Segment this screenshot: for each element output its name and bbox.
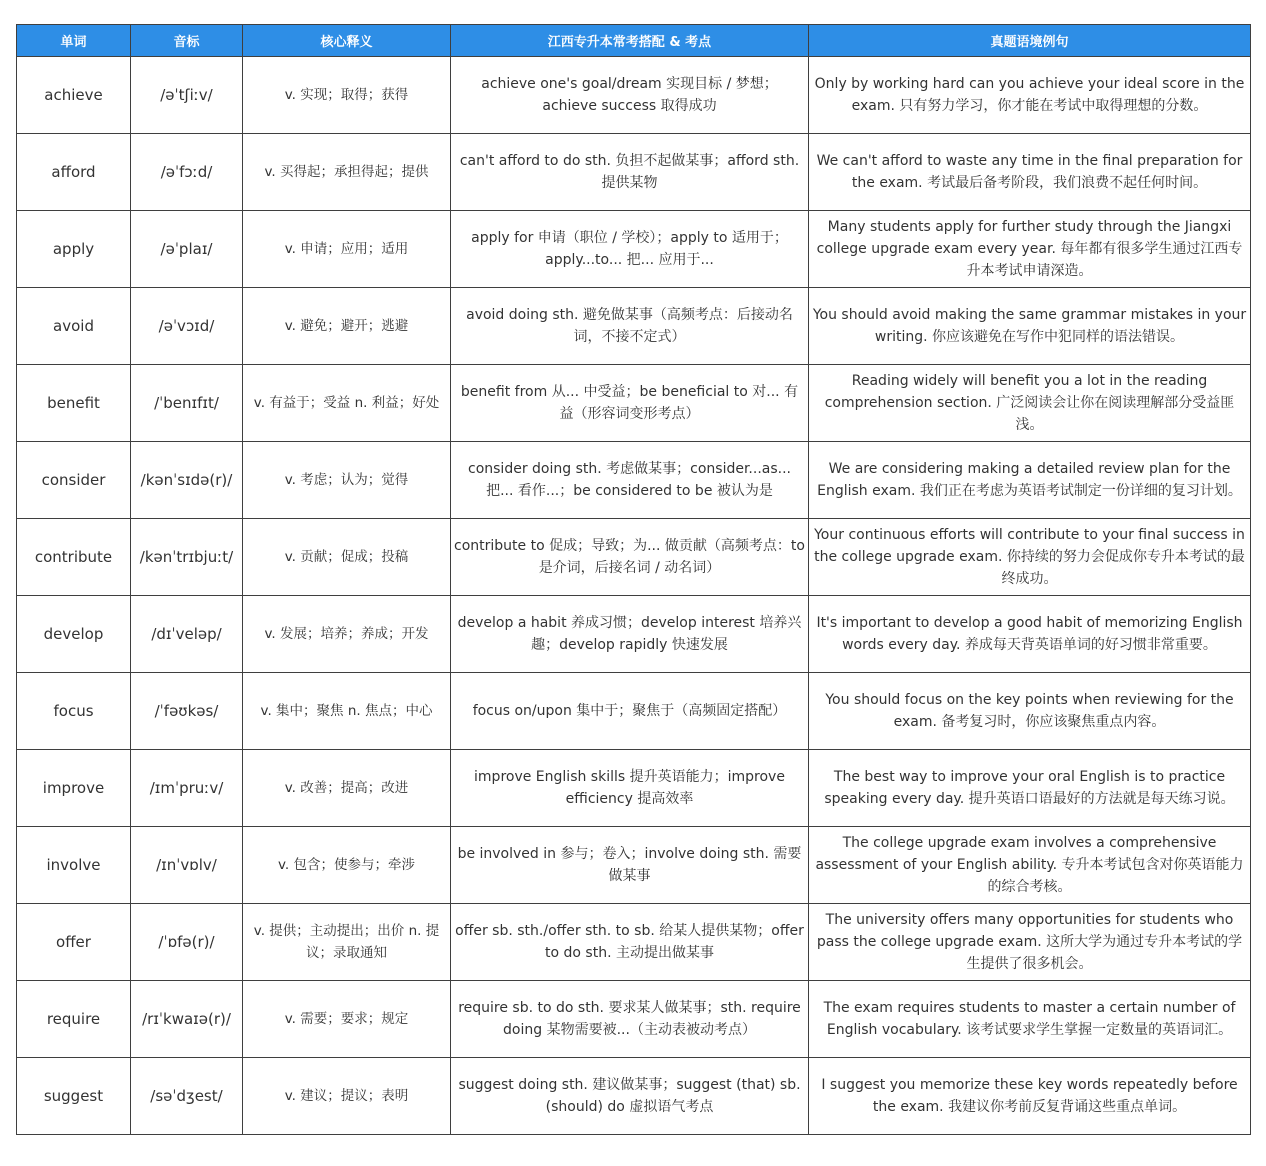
- example-cell: The university offers many opportunities for students who pass the college upgrade exam. 这所大学为通过专升本考试的学生提供了很多机会。: [809, 904, 1251, 981]
- meaning-cell: v. 有益于；受益 n. 利益；好处: [243, 365, 451, 442]
- word-cell: apply: [17, 211, 131, 288]
- word-cell: focus: [17, 673, 131, 750]
- header-meaning: 核心释义: [243, 25, 451, 57]
- meaning-cell: v. 考虑；认为；觉得: [243, 442, 451, 519]
- example-cell: You should avoid making the same grammar mistakes in your writing. 你应该避免在写作中犯同样的语法错误。: [809, 288, 1251, 365]
- word-cell: avoid: [17, 288, 131, 365]
- collocation-cell: improve English skills 提升英语能力；improve efficiency 提高效率: [451, 750, 809, 827]
- meaning-cell: v. 买得起；承担得起；提供: [243, 134, 451, 211]
- header-row: [17, 25, 1251, 57]
- table-row: [17, 981, 1251, 1058]
- ipa-cell: /kənˈtrɪbjuːt/: [131, 519, 243, 596]
- table-row: [17, 1058, 1251, 1135]
- example-cell: Your continuous efforts will contribute to your final success in the college upgrade exam. 你持续的努力会促成你专升本考试的最终成功。: [809, 519, 1251, 596]
- ipa-cell: /əˈvɔɪd/: [131, 288, 243, 365]
- table-body: [17, 57, 1251, 1135]
- collocation-cell: can't afford to do sth. 负担不起做某事；afford sth. 提供某物: [451, 134, 809, 211]
- meaning-cell: v. 发展；培养；养成；开发: [243, 596, 451, 673]
- table-row: [17, 596, 1251, 673]
- header-example: 真题语境例句: [809, 25, 1251, 57]
- word-cell: contribute: [17, 519, 131, 596]
- meaning-cell: v. 提供；主动提出；出价 n. 提议；录取通知: [243, 904, 451, 981]
- meaning-cell: v. 改善；提高；改进: [243, 750, 451, 827]
- ipa-cell: /ˈbenɪfɪt/: [131, 365, 243, 442]
- header-collocation: 江西专升本常考搭配 & 考点: [451, 25, 809, 57]
- ipa-cell: /ˈfəʊkəs/: [131, 673, 243, 750]
- meaning-cell: v. 需要；要求；规定: [243, 981, 451, 1058]
- example-cell: The college upgrade exam involves a comprehensive assessment of your English ability. 专升本考试包含对你英语能力的综合考核。: [809, 827, 1251, 904]
- collocation-cell: avoid doing sth. 避免做某事（高频考点：后接动名词，不接不定式）: [451, 288, 809, 365]
- word-cell: afford: [17, 134, 131, 211]
- ipa-cell: /əˈplaɪ/: [131, 211, 243, 288]
- collocation-cell: achieve one's goal/dream 实现目标 / 梦想；achieve success 取得成功: [451, 57, 809, 134]
- ipa-cell: /səˈdʒest/: [131, 1058, 243, 1135]
- collocation-cell: require sb. to do sth. 要求某人做某事；sth. require doing 某物需要被...（主动表被动考点）: [451, 981, 809, 1058]
- example-cell: Only by working hard can you achieve your ideal score in the exam. 只有努力学习，你才能在考试中取得理想的分数。: [809, 57, 1251, 134]
- word-cell: improve: [17, 750, 131, 827]
- table-row: [17, 673, 1251, 750]
- meaning-cell: v. 建议；提议；表明: [243, 1058, 451, 1135]
- header-word: 单词: [17, 25, 131, 57]
- table-row: [17, 134, 1251, 211]
- collocation-cell: develop a habit 养成习惯；develop interest 培养兴趣；develop rapidly 快速发展: [451, 596, 809, 673]
- table-row: [17, 750, 1251, 827]
- example-cell: Reading widely will benefit you a lot in the reading comprehension section. 广泛阅读会让你在阅读理解部分受益匪浅。: [809, 365, 1251, 442]
- word-cell: offer: [17, 904, 131, 981]
- table-row: [17, 365, 1251, 442]
- example-cell: We can't afford to waste any time in the final preparation for the exam. 考试最后备考阶段，我们浪费不起任何时间。: [809, 134, 1251, 211]
- meaning-cell: v. 贡献；促成；投稿: [243, 519, 451, 596]
- collocation-cell: contribute to 促成；导致；为... 做贡献（高频考点：to 是介词，后接名词 / 动名词）: [451, 519, 809, 596]
- meaning-cell: v. 申请；应用；适用: [243, 211, 451, 288]
- table-row: [17, 442, 1251, 519]
- ipa-cell: /əˈfɔːd/: [131, 134, 243, 211]
- meaning-cell: v. 实现；取得；获得: [243, 57, 451, 134]
- table-row: [17, 288, 1251, 365]
- table-row: [17, 519, 1251, 596]
- example-cell: You should focus on the key points when reviewing for the exam. 备考复习时，你应该聚焦重点内容。: [809, 673, 1251, 750]
- example-cell: Many students apply for further study through the Jiangxi college upgrade exam every year. 每年都有很多学生通过江西专升本考试申请深造。: [809, 211, 1251, 288]
- vocab-table-container: [16, 24, 1250, 1135]
- vocab-table: [16, 24, 1251, 1135]
- table-row: [17, 211, 1251, 288]
- collocation-cell: apply for 申请（职位 / 学校）；apply to 适用于；apply...to... 把... 应用于...: [451, 211, 809, 288]
- collocation-cell: be involved in 参与；卷入；involve doing sth. 需要做某事: [451, 827, 809, 904]
- collocation-cell: focus on/upon 集中于；聚焦于（高频固定搭配）: [451, 673, 809, 750]
- header-ipa: 音标: [131, 25, 243, 57]
- ipa-cell: /dɪˈveləp/: [131, 596, 243, 673]
- table-row: [17, 57, 1251, 134]
- word-cell: suggest: [17, 1058, 131, 1135]
- ipa-cell: /ˈɒfə(r)/: [131, 904, 243, 981]
- word-cell: develop: [17, 596, 131, 673]
- word-cell: involve: [17, 827, 131, 904]
- word-cell: achieve: [17, 57, 131, 134]
- collocation-cell: consider doing sth. 考虑做某事；consider...as... 把... 看作...；be considered to be 被认为是: [451, 442, 809, 519]
- ipa-cell: /ɪmˈpruːv/: [131, 750, 243, 827]
- collocation-cell: offer sb. sth./offer sth. to sb. 给某人提供某物；offer to do sth. 主动提出做某事: [451, 904, 809, 981]
- example-cell: It's important to develop a good habit of memorizing English words every day. 养成每天背英语单词的好习惯非常重要。: [809, 596, 1251, 673]
- meaning-cell: v. 避免；避开；逃避: [243, 288, 451, 365]
- ipa-cell: /kənˈsɪdə(r)/: [131, 442, 243, 519]
- meaning-cell: v. 包含；使参与；牵涉: [243, 827, 451, 904]
- example-cell: The best way to improve your oral English is to practice speaking every day. 提升英语口语最好的方法就是每天练习说。: [809, 750, 1251, 827]
- meaning-cell: v. 集中；聚焦 n. 焦点；中心: [243, 673, 451, 750]
- table-row: [17, 827, 1251, 904]
- example-cell: The exam requires students to master a certain number of English vocabulary. 该考试要求学生掌握一定数量的英语词汇。: [809, 981, 1251, 1058]
- ipa-cell: /rɪˈkwaɪə(r)/: [131, 981, 243, 1058]
- word-cell: consider: [17, 442, 131, 519]
- collocation-cell: suggest doing sth. 建议做某事；suggest (that) sb. (should) do 虚拟语气考点: [451, 1058, 809, 1135]
- ipa-cell: /ɪnˈvɒlv/: [131, 827, 243, 904]
- ipa-cell: /əˈtʃiːv/: [131, 57, 243, 134]
- word-cell: require: [17, 981, 131, 1058]
- word-cell: benefit: [17, 365, 131, 442]
- table-row: [17, 904, 1251, 981]
- example-cell: I suggest you memorize these key words repeatedly before the exam. 我建议你考前反复背诵这些重点单词。: [809, 1058, 1251, 1135]
- collocation-cell: benefit from 从... 中受益；be beneficial to 对... 有益（形容词变形考点）: [451, 365, 809, 442]
- example-cell: We are considering making a detailed review plan for the English exam. 我们正在考虑为英语考试制定一份详细的复习计划。: [809, 442, 1251, 519]
